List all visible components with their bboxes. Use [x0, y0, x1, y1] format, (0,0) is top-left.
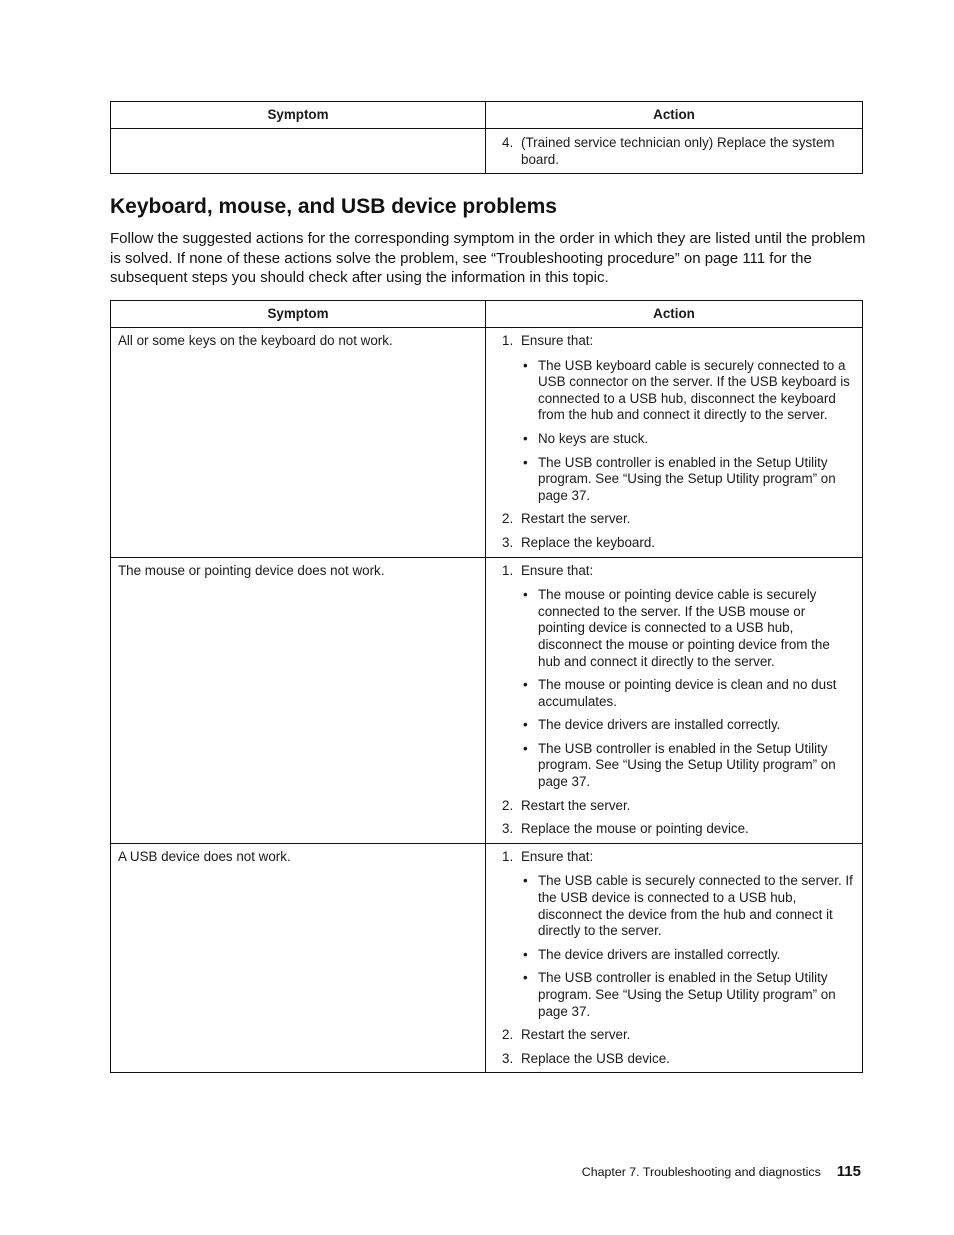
step-item — [486, 798, 854, 815]
check-text: The USB controller is enabled in the Setup Utility program. See “Using the Setup Utility program” on page 37. — [538, 970, 836, 1019]
table-row — [111, 557, 863, 843]
step-number: 2. — [502, 1027, 514, 1043]
step-number: 1. — [502, 562, 514, 578]
step-number: 2. — [502, 511, 514, 527]
action-steps — [486, 135, 854, 168]
bullet-mark: • — [523, 970, 528, 986]
symptom-cell — [111, 129, 486, 174]
check-text: The USB controller is enabled in the Setup Utility program. See “Using the Setup Utility program” on page 37. — [538, 454, 836, 503]
check-item — [521, 970, 854, 1020]
bullet-mark: • — [523, 946, 528, 962]
step-item — [486, 821, 854, 838]
check-text: The mouse or pointing device is clean and no dust accumulates. — [538, 677, 837, 709]
step-item — [486, 563, 854, 791]
action-cell — [486, 129, 863, 174]
bullet-mark: • — [523, 740, 528, 756]
step-text: Replace the keyboard. — [521, 534, 655, 550]
check-text: The device drivers are installed correctly. — [538, 946, 781, 962]
check-list — [521, 358, 854, 505]
check-text: No keys are stuck. — [538, 430, 649, 446]
bullet-mark: • — [523, 454, 528, 470]
step-text: Replace the mouse or pointing device. — [521, 821, 749, 837]
action-steps — [486, 849, 854, 1068]
step-text: Ensure that: — [521, 848, 594, 864]
bullet-mark: • — [523, 587, 528, 603]
step-text: Ensure that: — [521, 562, 594, 578]
step-text: Restart the server. — [521, 797, 631, 813]
check-item — [521, 431, 854, 448]
step-number: 2. — [502, 797, 514, 813]
action-cell — [486, 843, 863, 1073]
step-item — [486, 135, 854, 168]
step-text: Ensure that: — [521, 333, 594, 348]
step-text: Replace the USB device. — [521, 1050, 670, 1066]
symptom-header: Symptom — [111, 301, 486, 328]
check-list — [521, 587, 854, 791]
symptom-cell: All or some keys on the keyboard do not work. — [111, 328, 486, 558]
bullet-mark: • — [523, 873, 528, 889]
action-steps — [486, 563, 854, 838]
step-text: Restart the server. — [521, 511, 631, 527]
step-item — [486, 511, 854, 528]
table-row — [111, 328, 863, 558]
check-item — [521, 587, 854, 670]
step-item — [486, 1051, 854, 1068]
bullet-mark: • — [523, 717, 528, 733]
check-text: The USB controller is enabled in the Setup Utility program. See “Using the Setup Utility program” on page 37. — [538, 740, 836, 790]
footer-chapter: Chapter 7. Troubleshooting and diagnostics — [581, 1165, 821, 1179]
check-item — [521, 677, 854, 710]
symptom-action-table — [110, 300, 863, 1073]
page-footer — [582, 1163, 861, 1180]
check-list — [521, 873, 854, 1020]
step-number: 3. — [502, 534, 514, 550]
intro-paragraph: Follow the suggested actions for the corresponding symptom in the order in which they are listed until the problem is solved. If none of these actions solve the problem, see “Troubleshooting procedure” on page 111 for the subsequent steps you should check after using the information in this topic. — [110, 230, 866, 286]
check-item — [521, 358, 854, 424]
check-item — [521, 741, 854, 791]
check-text: The mouse or pointing device cable is securely connected to the server. If the USB mouse or pointing device is connected to a USB hub, disconnect the mouse or pointing device from the hub and connect it directly to the server. — [538, 587, 830, 669]
step-item — [486, 849, 854, 1020]
check-item — [521, 873, 854, 939]
check-text: The USB cable is securely connected to the server. If the USB device is connected to a USB hub, disconnect the device from the hub and connect it directly to the server. — [538, 873, 853, 939]
table-row — [111, 843, 863, 1073]
action-header: Action — [486, 301, 863, 328]
bullet-mark: • — [523, 677, 528, 693]
symptom-header: Symptom — [111, 102, 486, 129]
step-text: Restart the server. — [521, 1027, 631, 1043]
check-item — [521, 947, 854, 964]
check-item — [521, 455, 854, 505]
step-item — [486, 333, 854, 504]
symptom-cell: A USB device does not work. — [111, 843, 486, 1073]
continued-table — [110, 101, 863, 174]
action-header: Action — [486, 102, 863, 129]
action-cell — [486, 328, 863, 558]
page-number: 115 — [836, 1163, 861, 1180]
bullet-mark: • — [523, 357, 528, 373]
action-cell — [486, 557, 863, 843]
section-title: Keyboard, mouse, and USB device problems — [110, 195, 557, 218]
step-item — [486, 1027, 854, 1044]
step-number: 1. — [502, 848, 514, 864]
bullet-mark: • — [523, 430, 528, 446]
step-number: 4. — [502, 135, 514, 150]
symptom-cell: The mouse or pointing device does not work. — [111, 557, 486, 843]
check-text: The USB keyboard cable is securely connected to a USB connector on the server. If the USB keyboard is connected to a USB hub, disconnect the keyboard from the hub and connect it directly to the server. — [538, 357, 850, 423]
check-text: The device drivers are installed correctly. — [538, 717, 781, 733]
action-steps — [486, 333, 854, 552]
step-number: 3. — [502, 1050, 514, 1066]
step-number: 3. — [502, 821, 514, 837]
table-row — [111, 129, 863, 174]
step-item — [486, 535, 854, 552]
step-number: 1. — [502, 333, 514, 348]
check-item — [521, 717, 854, 734]
step-text: (Trained service technician only) Replace the system board. — [521, 135, 835, 167]
